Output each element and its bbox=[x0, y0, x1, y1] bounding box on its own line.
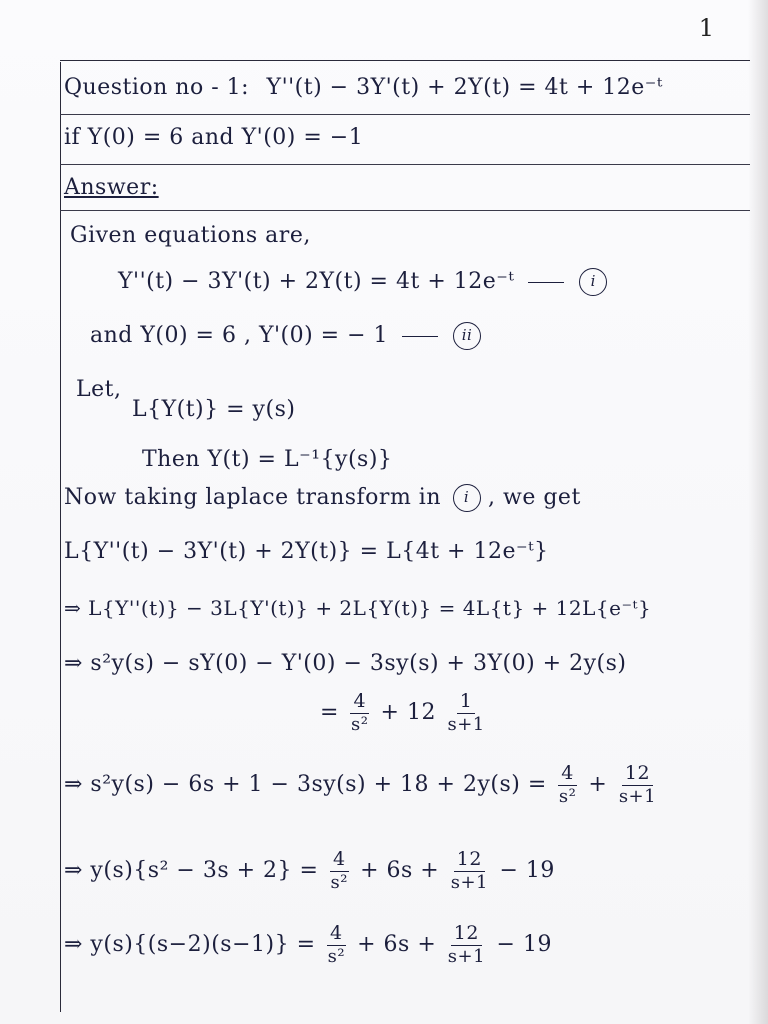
fraction-numerator: 12 bbox=[622, 764, 653, 786]
step-6-text: ⇒ y(s){(s−2)(s−1)} = bbox=[64, 932, 316, 957]
step-3: ⇒ s²y(s) − sY(0) − Y'(0) − 3sy(s) + 3Y(0) + 2y(s) bbox=[64, 651, 627, 676]
step-5 bbox=[64, 850, 555, 892]
page-number: 1 bbox=[698, 14, 714, 42]
fraction bbox=[451, 850, 488, 892]
question-line bbox=[64, 74, 663, 102]
fraction-denominator: s+1 bbox=[450, 872, 488, 893]
fraction-numerator: 4 bbox=[350, 692, 369, 714]
step-4 bbox=[64, 764, 660, 806]
fraction-numerator: 12 bbox=[454, 850, 485, 872]
step-6 bbox=[64, 924, 552, 966]
fraction bbox=[448, 924, 485, 966]
page-edge-shadow bbox=[748, 0, 768, 1024]
trailing-term: − 19 bbox=[499, 858, 555, 883]
equals-sign: = bbox=[320, 700, 339, 725]
now-text: Now taking laplace transform in bbox=[64, 485, 442, 510]
now-post: , we get bbox=[488, 485, 581, 510]
fraction bbox=[558, 764, 577, 806]
fraction bbox=[327, 924, 346, 966]
equation-ii bbox=[90, 322, 481, 350]
then-line: Then Y(t) = L⁻¹{y(s)} bbox=[142, 447, 393, 472]
let-definition: L{Y(t)} = y(s) bbox=[132, 397, 296, 422]
equation-ii-text: and Y(0) = 6 , Y'(0) = − 1 bbox=[90, 323, 389, 348]
answer-heading: Answer: bbox=[64, 175, 159, 200]
question-condition: if Y(0) = 6 and Y'(0) = −1 bbox=[64, 125, 364, 150]
dash-connector bbox=[402, 336, 438, 337]
fraction-denominator: s² bbox=[558, 786, 577, 807]
let-line: Let, bbox=[76, 377, 122, 402]
fraction-denominator: s² bbox=[330, 872, 348, 893]
dash-connector bbox=[528, 282, 564, 283]
equation-tag-i: i bbox=[579, 268, 607, 296]
fraction bbox=[350, 692, 369, 734]
step-5-text: ⇒ y(s){s² − 3s + 2} = bbox=[64, 858, 319, 883]
step-1: L{Y''(t) − 3Y'(t) + 2Y(t)} = L{4t + 12e⁻ᵗ} bbox=[64, 539, 549, 564]
step-3b bbox=[320, 692, 489, 734]
fraction-denominator: s+1 bbox=[447, 714, 485, 735]
fraction-numerator: 4 bbox=[327, 924, 346, 946]
plus-sign: + bbox=[588, 772, 608, 797]
fraction-denominator: s+1 bbox=[618, 786, 657, 807]
fraction-denominator: s² bbox=[327, 946, 346, 967]
trailing-term: − 19 bbox=[496, 932, 552, 957]
fraction-numerator: 1 bbox=[457, 692, 476, 714]
step-4-text: ⇒ s²y(s) − 6s + 1 − 3sy(s) + 18 + 2y(s) = bbox=[64, 772, 547, 797]
question-label: Question no - 1: bbox=[64, 75, 250, 100]
fraction bbox=[447, 692, 484, 734]
question-equation: Y''(t) − 3Y'(t) + 2Y(t) = 4t + 12e⁻ᵗ bbox=[266, 75, 663, 100]
rule-line bbox=[60, 114, 750, 115]
given-line: Given equations are, bbox=[70, 223, 311, 248]
margin-line bbox=[60, 62, 61, 1012]
fraction bbox=[330, 850, 349, 892]
middle-term: + 6s + bbox=[357, 932, 437, 957]
fraction-denominator: s+1 bbox=[447, 946, 486, 967]
rule-line bbox=[60, 210, 750, 211]
equation-i-text: Y''(t) − 3Y'(t) + 2Y(t) = 4t + 12e⁻ᵗ bbox=[118, 269, 515, 294]
step-2: ⇒ L{Y''(t)} − 3L{Y'(t)} + 2L{Y(t)} = 4L{t} + 12L{e⁻ᵗ} bbox=[64, 596, 652, 620]
rule-line bbox=[60, 164, 750, 165]
fraction-denominator: s² bbox=[351, 714, 369, 735]
top-rule bbox=[60, 60, 750, 61]
equation-i bbox=[118, 268, 607, 296]
fraction bbox=[619, 764, 656, 806]
middle-term: + 6s + bbox=[360, 858, 440, 883]
plus-term: + 12 bbox=[380, 700, 436, 725]
fraction-numerator: 4 bbox=[558, 764, 577, 786]
now-tag: i bbox=[453, 484, 481, 512]
now-line bbox=[64, 484, 581, 512]
fraction-numerator: 4 bbox=[330, 850, 349, 872]
fraction-numerator: 12 bbox=[451, 924, 482, 946]
equation-tag-ii: ii bbox=[453, 322, 481, 350]
